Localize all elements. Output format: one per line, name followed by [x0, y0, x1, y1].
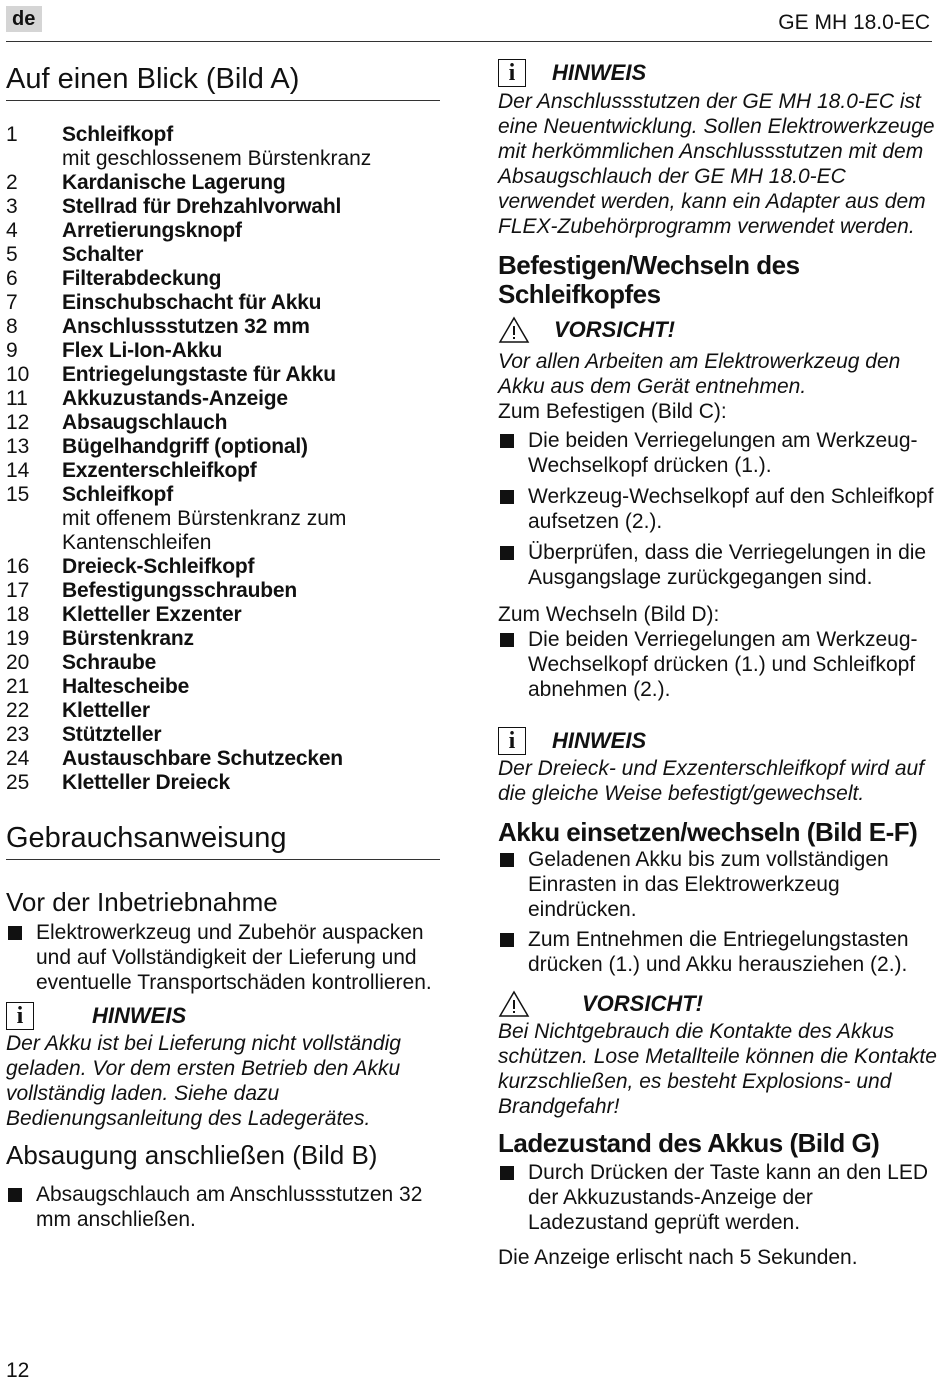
- info-icon: i: [498, 59, 526, 87]
- part-item: [6, 315, 440, 339]
- before-use-bullet: Elektrowerkzeug und Zubehör auspacken und auf Vollständigkeit der Lieferung und eventuelle Transportschäden kontrollieren.: [6, 920, 440, 995]
- info-icon: i: [6, 1002, 34, 1030]
- part-item: [6, 771, 440, 795]
- bullet-square-icon: [8, 926, 22, 940]
- battery-title: Akku einsetzen/wechseln (Bild E-F): [498, 817, 918, 847]
- part-label: Kletteller: [62, 699, 150, 722]
- bullet-square-icon: [500, 434, 514, 448]
- part-number: 19: [6, 627, 30, 650]
- before-use-note-header: [6, 1001, 440, 1031]
- note2-header: [498, 726, 938, 756]
- note-title: HINWEIS: [552, 60, 647, 85]
- part-number: 17: [6, 579, 30, 602]
- part-number: 7: [6, 291, 18, 314]
- bullet-square-icon: [500, 933, 514, 947]
- part-label: Austauschbare Schutzecken: [62, 747, 343, 770]
- part-number: 18: [6, 603, 30, 626]
- part-item: [6, 411, 440, 435]
- part-label: Kletteller Dreieck: [62, 771, 230, 794]
- part-label: Kardanische Lagerung: [62, 171, 286, 194]
- part-label: Filterabdeckung: [62, 267, 222, 290]
- fix-intro: Zum Befestigen (Bild C):: [498, 400, 727, 423]
- part-item: [6, 603, 440, 627]
- part-item: [6, 363, 440, 387]
- part-label: Akkuzustands-Anzeige: [62, 387, 288, 410]
- change-bullet: Die beiden Verriegelungen am Werkzeug-Wechselkopf drücken (1.) und Schleifkopf abnehmen (2.).: [498, 627, 938, 702]
- warning-triangle-icon: [498, 316, 530, 344]
- bullet-item: Zum Entnehmen die Entriegelungstasten drücken (1.) und Akku herausziehen (2.).: [498, 927, 938, 977]
- part-number: 12: [6, 411, 30, 434]
- warning2-text: Bei Nichtgebrauch die Kontakte des Akkus schützen. Lose Metallteile können die Kontakte kurzschließen, es besteht Explosions- und Brandgefahr!: [498, 1020, 937, 1118]
- part-number: 14: [6, 459, 30, 482]
- part-item: [6, 195, 440, 219]
- bullet-item: Werkzeug-Wechselkopf auf den Schleifkopf aufsetzen (2.).: [498, 484, 938, 534]
- warning-triangle-icon: [498, 990, 530, 1018]
- part-item: [6, 483, 440, 555]
- bullet-square-icon: [500, 546, 514, 560]
- part-item: [6, 579, 440, 603]
- warning-title: VORSICHT!: [554, 317, 675, 342]
- part-label: Arretierungsknopf: [62, 219, 242, 242]
- header-divider: [6, 41, 932, 42]
- part-number: 23: [6, 723, 30, 746]
- fix-bullets: [498, 428, 938, 590]
- part-item: [6, 651, 440, 675]
- before-use-title: Vor der Inbetriebnahme: [6, 887, 278, 917]
- charge-bullet: Durch Drücken der Taste kann an den LED der Akkuzustands-Anzeige der Ladezustand geprüft werden.: [498, 1160, 938, 1235]
- part-item: [6, 555, 440, 579]
- part-number: 6: [6, 267, 18, 290]
- charge-title: Ladezustand des Akkus (Bild G): [498, 1128, 880, 1158]
- part-label: Einschubschacht für Akku: [62, 291, 322, 314]
- bullet-item: Überprüfen, dass die Verriegelungen in die Ausgangslage zurückgegangen sind.: [498, 540, 938, 590]
- part-item: [6, 171, 440, 195]
- extraction-title: Absaugung anschließen (Bild B): [6, 1140, 378, 1170]
- part-label: Stützteller: [62, 723, 162, 746]
- warning2-header: [498, 989, 938, 1019]
- part-label: Haltescheibe: [62, 675, 190, 698]
- part-item: [6, 723, 440, 747]
- part-label: Stellrad für Drehzahlvorwahl: [62, 195, 342, 218]
- part-item: [6, 459, 440, 483]
- left-column: [6, 62, 440, 1232]
- extraction-bullet: Absaugschlauch am Anschlussstutzen 32 mm anschließen.: [6, 1182, 440, 1232]
- part-number: 16: [6, 555, 30, 578]
- note1-text: Der Anschlussstutzen der GE MH 18.0-EC ist eine Neuentwicklung. Sollen Elektrowerkzeuge mit herkömmlichen Anschlussstutzen mit dem Absaugschlauch der GE MH 18.0-EC verwendet werden, kann ein Adapter aus dem FLEX-Zubehörprogramm verwendet werden.: [498, 90, 935, 238]
- bullet-square-icon: [500, 633, 514, 647]
- note1-header: [498, 58, 938, 88]
- part-label: Schleifkopf: [62, 483, 173, 506]
- fix-title: Befestigen/Wechseln des Schleifkopfes: [498, 250, 800, 309]
- part-label: Befestigungsschrauben: [62, 579, 298, 602]
- bullet-square-icon: [8, 1188, 22, 1202]
- parts-list: [6, 123, 440, 795]
- part-number: 4: [6, 219, 18, 242]
- part-label: Schraube: [62, 651, 157, 674]
- part-sublabel: mit offenem Bürstenkranz zum Kantenschleifen: [62, 507, 347, 554]
- part-item: [6, 267, 440, 291]
- note2-text: Der Dreieck- und Exzenterschleifkopf wird auf die gleiche Weise befestigt/gewechselt.: [498, 757, 925, 805]
- part-label: Kletteller Exzenter: [62, 603, 242, 626]
- right-column: [498, 58, 938, 1270]
- manual-title: Gebrauchsanweisung: [6, 821, 440, 860]
- model-name: GE MH 18.0-EC: [778, 11, 930, 34]
- part-number: 25: [6, 771, 30, 794]
- part-number: 11: [6, 387, 28, 410]
- part-number: 20: [6, 651, 30, 674]
- bullet-square-icon: [500, 853, 514, 867]
- part-number: 15: [6, 483, 30, 506]
- part-item: [6, 699, 440, 723]
- part-item: [6, 627, 440, 651]
- part-number: 8: [6, 315, 18, 338]
- part-number: 2: [6, 171, 18, 194]
- part-item: [6, 747, 440, 771]
- part-item: [6, 435, 440, 459]
- part-number: 10: [6, 363, 30, 386]
- note-title: HINWEIS: [552, 728, 647, 753]
- part-label: Bügelhandgriff (optional): [62, 435, 308, 458]
- page-number: 12: [6, 1359, 30, 1382]
- part-label: Absaugschlauch: [62, 411, 228, 434]
- part-number: 1: [6, 123, 18, 146]
- language-badge: de: [6, 6, 42, 32]
- part-number: 21: [6, 675, 30, 698]
- part-item: [6, 387, 440, 411]
- warning1-text: Vor allen Arbeiten am Elektrowerkzeug den Akku aus dem Gerät entnehmen.: [498, 350, 901, 398]
- part-number: 9: [6, 339, 18, 362]
- part-sublabel: mit geschlossenem Bürstenkranz: [62, 147, 372, 170]
- warning-title: VORSICHT!: [582, 991, 703, 1016]
- info-icon: i: [498, 727, 526, 755]
- part-item: [6, 675, 440, 699]
- battery-bullets: [498, 847, 938, 977]
- bullet-square-icon: [500, 1166, 514, 1180]
- part-number: 22: [6, 699, 30, 722]
- before-use-note-text: Der Akku ist bei Lieferung nicht vollständig geladen. Vor dem ersten Betrieb den Akku vollständig laden. Siehe dazu Bedienungsanleitung des Ladegerätes.: [6, 1032, 401, 1130]
- part-item: [6, 339, 440, 363]
- bullet-item: Die beiden Verriegelungen am Werkzeug-Wechselkopf drücken (1.).: [498, 428, 938, 478]
- part-label: Entriegelungstaste für Akku: [62, 363, 336, 386]
- note-title: HINWEIS: [92, 1003, 187, 1028]
- part-number: 24: [6, 747, 30, 770]
- part-item: [6, 219, 440, 243]
- part-label: Bürstenkranz: [62, 627, 194, 650]
- part-number: 5: [6, 243, 18, 266]
- part-number: 3: [6, 195, 18, 218]
- part-item: [6, 291, 440, 315]
- overview-title: Auf einen Blick (Bild A): [6, 62, 440, 101]
- part-label: Anschlussstutzen 32 mm: [62, 315, 310, 338]
- charge-note: Die Anzeige erlischt nach 5 Sekunden.: [498, 1246, 858, 1269]
- change-intro: Zum Wechseln (Bild D):: [498, 603, 720, 626]
- part-label: Dreieck-Schleifkopf: [62, 555, 255, 578]
- part-item: [6, 243, 440, 267]
- part-number: 13: [6, 435, 30, 458]
- part-label: Schleifkopf: [62, 123, 173, 146]
- bullet-square-icon: [500, 490, 514, 504]
- warning1-header: [498, 315, 938, 345]
- part-label: Flex Li-Ion-Akku: [62, 339, 223, 362]
- part-label: Schalter: [62, 243, 144, 266]
- part-label: Exzenterschleifkopf: [62, 459, 257, 482]
- bullet-item: Geladenen Akku bis zum vollständigen Einrasten in das Elektrowerkzeug eindrücken.: [498, 847, 938, 922]
- part-item: [6, 123, 440, 171]
